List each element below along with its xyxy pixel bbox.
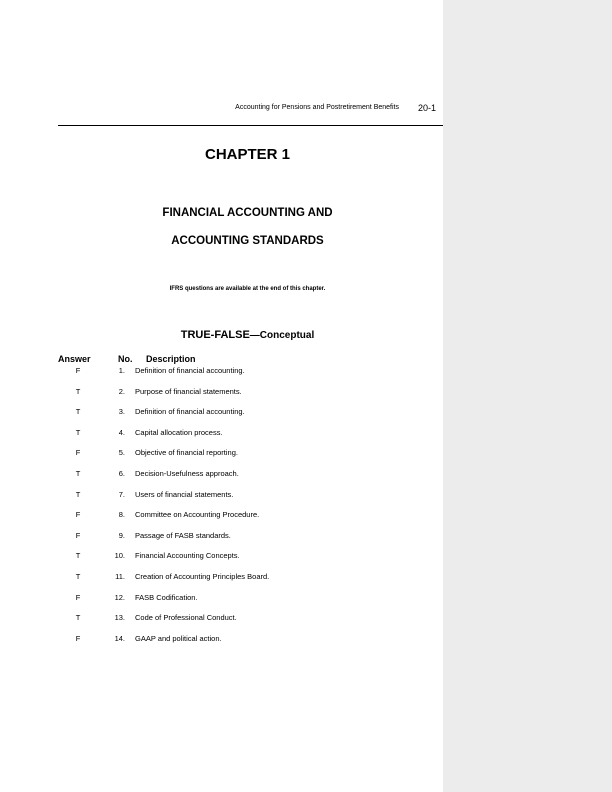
list-item xyxy=(0,387,443,408)
item-description: Purpose of financial statements. xyxy=(135,386,242,396)
list-item xyxy=(0,531,443,552)
item-description: Objective of financial reporting. xyxy=(135,448,238,458)
chapter-title: CHAPTER 1 xyxy=(204,146,290,163)
list-item xyxy=(0,448,443,469)
item-answer: T xyxy=(75,571,81,581)
item-number: 8. xyxy=(118,510,125,520)
item-answer: F xyxy=(75,448,81,458)
item-description: Passage of FASB standards. xyxy=(135,530,231,540)
item-answer: F xyxy=(75,592,81,602)
item-number: 5. xyxy=(118,448,125,458)
item-number: 3. xyxy=(118,407,125,417)
list-item xyxy=(0,510,443,531)
list-item xyxy=(0,613,443,634)
item-number: 1. xyxy=(118,366,125,375)
header-rule xyxy=(58,125,443,126)
item-number: 7. xyxy=(118,489,125,499)
item-answer: T xyxy=(75,386,81,396)
item-number: 6. xyxy=(118,468,125,478)
list-item xyxy=(0,634,443,655)
running-header-title: Accounting for Pensions and Postretirement Benefits xyxy=(235,104,399,111)
item-description: FASB Codification. xyxy=(135,592,198,602)
item-answer: F xyxy=(75,510,81,520)
ifrs-note: IFRS questions are available at the end of this chapter. xyxy=(169,286,326,292)
item-answer: T xyxy=(75,489,81,499)
item-description: Creation of Accounting Principles Board. xyxy=(135,571,270,581)
chapter-subtitle-line-1: FINANCIAL ACCOUNTING AND xyxy=(162,207,333,219)
column-header-answer: Answer xyxy=(58,354,91,364)
item-answer: T xyxy=(75,427,81,437)
list-item xyxy=(0,551,443,572)
page-number: 20-1 xyxy=(418,103,437,113)
list-item xyxy=(0,428,443,449)
list-item xyxy=(0,572,443,593)
item-description: Committee on Accounting Procedure. xyxy=(135,510,260,520)
item-description: Definition of financial accounting. xyxy=(135,366,245,375)
item-number: 9. xyxy=(118,530,125,540)
item-description: Code of Professional Conduct. xyxy=(135,613,237,623)
item-description: GAAP and political action. xyxy=(135,633,222,643)
item-answer: T xyxy=(75,613,81,623)
item-number: 2. xyxy=(118,386,125,396)
list-item xyxy=(0,490,443,511)
item-description: Capital allocation process. xyxy=(135,427,223,437)
item-description: Financial Accounting Concepts. xyxy=(135,551,240,561)
section-title: TRUE-FALSE xyxy=(180,329,250,341)
item-answer: T xyxy=(75,407,81,417)
item-description: Decision-Usefulness approach. xyxy=(135,468,239,478)
list-item xyxy=(0,593,443,614)
column-header-no: No. xyxy=(118,354,133,364)
item-number: 14. xyxy=(114,633,125,643)
list-item xyxy=(0,407,443,428)
item-answer: F xyxy=(75,530,81,540)
item-answer: F xyxy=(75,366,81,375)
true-false-list xyxy=(0,366,443,654)
list-item xyxy=(0,469,443,490)
item-answer: T xyxy=(75,551,81,561)
column-header-description: Description xyxy=(146,354,196,364)
item-answer: T xyxy=(75,468,81,478)
item-description: Users of financial statements. xyxy=(135,489,234,499)
item-number: 11. xyxy=(115,571,125,581)
item-number: 4. xyxy=(118,427,125,437)
list-item xyxy=(0,366,443,387)
item-description: Definition of financial accounting. xyxy=(135,407,245,417)
section-suffix: —Conceptual xyxy=(249,330,315,341)
chapter-subtitle-line-2: ACCOUNTING STANDARDS xyxy=(171,235,324,247)
item-answer: F xyxy=(75,633,81,643)
item-number: 10. xyxy=(114,551,125,561)
comment-margin-panel xyxy=(443,0,612,792)
item-number: 12. xyxy=(114,592,125,602)
item-number: 13. xyxy=(114,613,125,623)
section-heading xyxy=(58,329,437,341)
